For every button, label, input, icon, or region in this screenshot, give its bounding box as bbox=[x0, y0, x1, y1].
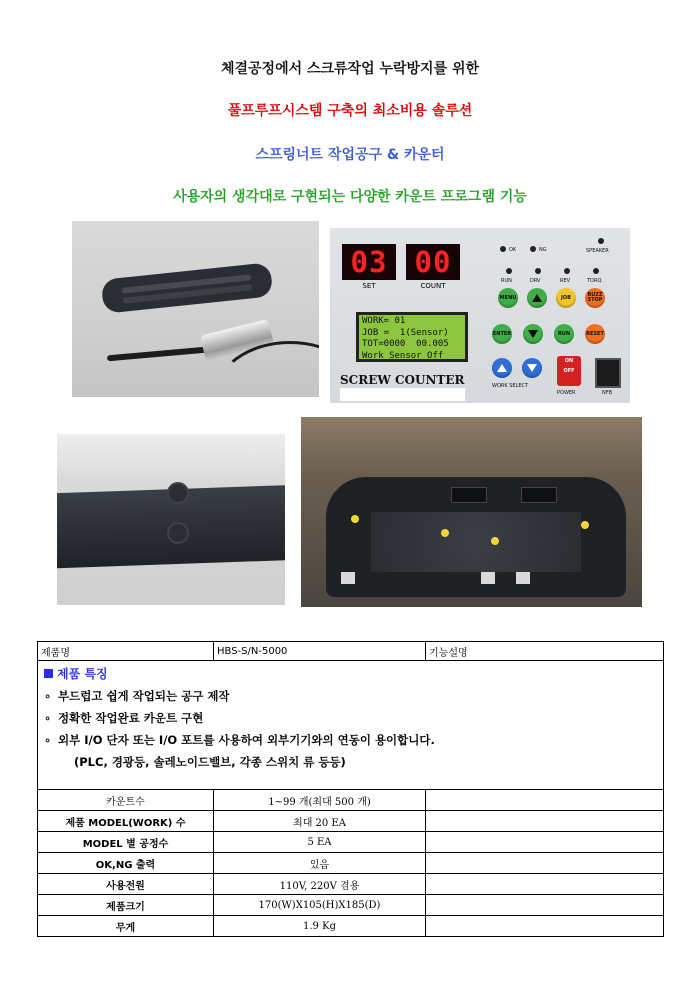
reset-button[interactable]: RESET bbox=[585, 324, 605, 344]
speaker-icon bbox=[598, 238, 604, 244]
spring-nut-boss bbox=[167, 482, 189, 504]
clip-tab bbox=[341, 572, 355, 584]
spec-empty bbox=[426, 853, 664, 874]
feature-item: ∘ 부드럽고 쉽게 작업되는 공구 제작 bbox=[44, 689, 230, 703]
function-label: 기능설명 bbox=[426, 642, 664, 661]
work-select-up-button[interactable] bbox=[492, 358, 512, 378]
power-switch[interactable] bbox=[557, 356, 581, 386]
vent-slot bbox=[521, 487, 557, 503]
spec-key: MODEL 별 공정수 bbox=[38, 832, 214, 853]
heading-line-1: 체결공정에서 스크류작업 누락방지를 위한 bbox=[220, 61, 480, 77]
table-row bbox=[38, 916, 664, 937]
clip-tab bbox=[481, 572, 495, 584]
photo-car-panel bbox=[301, 417, 642, 607]
nfb-breaker bbox=[595, 358, 621, 388]
ok-label: OK bbox=[509, 247, 517, 253]
spec-table bbox=[37, 641, 664, 937]
spring-nut-boss bbox=[167, 522, 189, 544]
led-label-run: RUN bbox=[501, 278, 512, 284]
run-button[interactable]: RUN bbox=[554, 324, 574, 344]
spec-value: 170(W)X105(H)X185(D) bbox=[214, 895, 426, 916]
menu-button[interactable]: MENU bbox=[498, 288, 518, 308]
yellow-marker bbox=[441, 529, 449, 537]
table-row bbox=[38, 661, 664, 790]
ng-label: NG bbox=[539, 247, 547, 253]
nfb-label: NFB bbox=[602, 390, 613, 396]
spec-value: 최대 20 EA bbox=[214, 811, 426, 832]
lcd-line-4: Work Sensor Off bbox=[362, 350, 444, 361]
table-row bbox=[38, 642, 664, 661]
set-label: SET bbox=[362, 282, 376, 290]
lcd-line-2: JOB = 1(Sensor) bbox=[362, 327, 449, 338]
table-row bbox=[38, 790, 664, 811]
black-part-strip bbox=[101, 262, 274, 314]
count-label: COUNT bbox=[420, 282, 446, 290]
ng-led-icon bbox=[530, 246, 536, 252]
set-display: 03 bbox=[342, 244, 396, 280]
spec-key: 무게 bbox=[38, 916, 214, 937]
buzz-stop-button[interactable]: BUZZ STOP bbox=[585, 288, 605, 308]
job-button[interactable]: JOB bbox=[556, 288, 576, 308]
drv-led-icon bbox=[535, 268, 541, 274]
brand-label: SCREW COUNTER bbox=[340, 373, 465, 387]
features-cell bbox=[38, 661, 664, 790]
arrow-down-icon bbox=[528, 330, 538, 338]
vent-slot bbox=[451, 487, 487, 503]
rev-led-icon bbox=[564, 268, 570, 274]
down-button[interactable] bbox=[523, 324, 543, 344]
led-label-rev: REV bbox=[560, 278, 571, 284]
table-row bbox=[38, 811, 664, 832]
spec-value: 5 EA bbox=[214, 832, 426, 853]
work-select-label: WORK SELECT bbox=[492, 383, 529, 389]
arrow-down-icon bbox=[527, 364, 537, 372]
felt-area bbox=[371, 512, 581, 572]
spec-value: 1.9 Kg bbox=[214, 916, 426, 937]
product-name-value: HBS-S/N-5000 bbox=[214, 642, 426, 661]
ok-led-icon bbox=[500, 246, 506, 252]
heading-line-3: 스프링너트 작업공구 & 카운터 bbox=[255, 147, 445, 163]
spec-value: 110V, 220V 겸용 bbox=[214, 874, 426, 895]
table-row bbox=[38, 874, 664, 895]
spec-value: 1~99 개(최대 500 개) bbox=[214, 790, 426, 811]
spec-key: OK,NG 출력 bbox=[38, 853, 214, 874]
power-off-label: OFF bbox=[563, 368, 575, 374]
spec-value: 있음 bbox=[214, 853, 426, 874]
spec-empty bbox=[426, 790, 664, 811]
heading-line-2: 풀프루프시스템 구축의 최소비용 솔루션 bbox=[227, 103, 473, 119]
work-select-down-button[interactable] bbox=[522, 358, 542, 378]
lcd-line-1: WORK= 01 bbox=[362, 316, 406, 326]
arrow-up-icon bbox=[497, 364, 507, 372]
count-display: 00 bbox=[406, 244, 460, 280]
spec-empty bbox=[426, 832, 664, 853]
enter-button[interactable]: ENTER bbox=[492, 324, 512, 344]
tool-shaft bbox=[107, 347, 207, 362]
spec-key: 카운트수 bbox=[38, 790, 214, 811]
spec-empty bbox=[426, 895, 664, 916]
table-row bbox=[38, 895, 664, 916]
arrow-up-icon bbox=[532, 294, 542, 302]
speaker-label: SPEAKER bbox=[586, 248, 609, 254]
yellow-marker bbox=[581, 521, 589, 529]
blank-label-strip bbox=[340, 388, 465, 401]
table-row bbox=[38, 853, 664, 874]
spec-key: 제품크기 bbox=[38, 895, 214, 916]
lcd-screen bbox=[356, 312, 468, 362]
spec-key: 제품 MODEL(WORK) 수 bbox=[38, 811, 214, 832]
torq-led-icon bbox=[593, 268, 599, 274]
yellow-marker bbox=[491, 537, 499, 545]
spec-empty bbox=[426, 811, 664, 832]
table-row bbox=[38, 832, 664, 853]
up-button[interactable] bbox=[527, 288, 547, 308]
run-led-icon bbox=[506, 268, 512, 274]
power-label: POWER bbox=[557, 390, 576, 396]
features-title: 제품 특징 bbox=[44, 665, 657, 682]
yellow-marker bbox=[351, 515, 359, 523]
feature-sub-note: (PLC, 경광등, 솔레노이드밸브, 각종 스위치 류 등등) bbox=[74, 755, 346, 769]
spec-key: 사용전원 bbox=[38, 874, 214, 895]
spec-empty bbox=[426, 874, 664, 895]
led-label-drv: DRV bbox=[530, 278, 541, 284]
photo-part-closeup bbox=[57, 434, 285, 605]
led-label-torq: TORQ. bbox=[587, 278, 603, 284]
power-on-label: ON bbox=[564, 358, 574, 364]
spec-empty bbox=[426, 916, 664, 937]
heading-line-4: 사용자의 생각대로 구현되는 다양한 카운트 프로그램 기능 bbox=[173, 189, 527, 205]
product-name-label: 제품명 bbox=[38, 642, 214, 661]
photo-screwdriver-tool bbox=[72, 221, 319, 397]
lcd-line-3: TOT=0000 00.005 bbox=[362, 339, 449, 350]
feature-item: ∘ 정확한 작업완료 카운트 구현 bbox=[44, 711, 204, 725]
square-bullet-icon bbox=[44, 669, 53, 678]
clip-tab bbox=[516, 572, 530, 584]
feature-item: ∘ 외부 I/O 단자 또는 I/O 포트를 사용하여 외부기기와의 연동이 용이합니다. bbox=[44, 733, 435, 747]
photo-screw-counter-panel bbox=[330, 228, 630, 403]
